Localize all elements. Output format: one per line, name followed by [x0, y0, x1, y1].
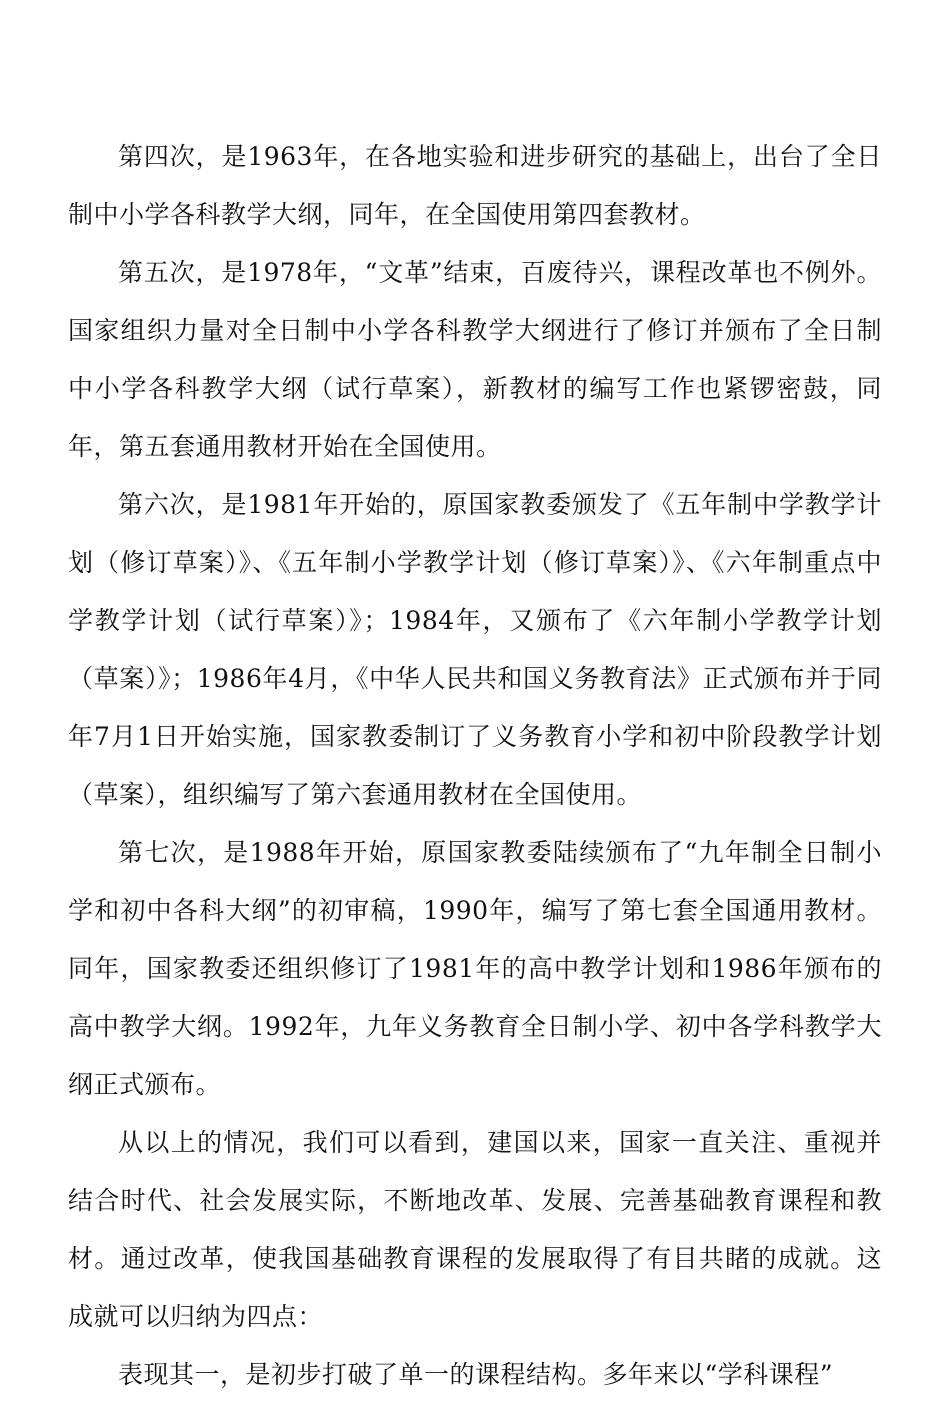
paragraph-fifth-reform: 第五次，是1978年，“文革”结束，百废待兴，课程改革也不例外。国家组织力量对全日制中小学各科教学大纲进行了修订并颁布了全日制中小学各科教学大纲（试行草案），新教材的编写工作也紧锣密鼓，同年，第五套通用教材开始在全国使用。 — [68, 258, 882, 461]
paragraph-summary: 从以上的情况，我们可以看到，建国以来，国家一直关注、重视并结合时代、社会发展实际，不断地改革、发展、完善基础教育课程和教材。通过改革，使我国基础教育课程的发展取得了有目共睹的成就。这成就可以归纳为四点： — [68, 1128, 882, 1331]
paragraph-achievement-one: 表现其一，是初步打破了单一的课程结构。多年来以“学科课程” — [118, 1360, 834, 1389]
paragraph-fourth-reform: 第四次，是1963年，在各地实验和进步研究的基础上，出台了全日制中小学各科教学大纲，同年，在全国使用第四套教材。 — [68, 142, 882, 229]
paragraph-sixth-reform: 第六次，是1981年开始的，原国家教委颁发了《五年制中学教学计划（修订草案）》、《五年制小学教学计划（修订草案）》、《六年制重点中学教学计划（试行草案）》；1984年，又颁布了《六年制小学教学计划（草案）》；1986年4月，《中华人民共和国义务教育法》正式颁布并于同年7月1日开始实施，国家教委制订了义务教育小学和初中阶段教学计划（草案），组织编写了第六套通用教材在全国使用。 — [68, 490, 882, 809]
document-body — [68, 128, 882, 1404]
paragraph-seventh-reform: 第七次，是1988年开始，原国家教委陆续颁布了“九年制全日制小学和初中各科大纲”的初审稿，1990年，编写了第七套全国通用教材。同年，国家教委还组织修订了1981年的高中教学计划和1986年颁布的高中教学大纲。1992年，九年义务教育全日制小学、初中各学科教学大纲正式颁布。 — [68, 838, 882, 1099]
